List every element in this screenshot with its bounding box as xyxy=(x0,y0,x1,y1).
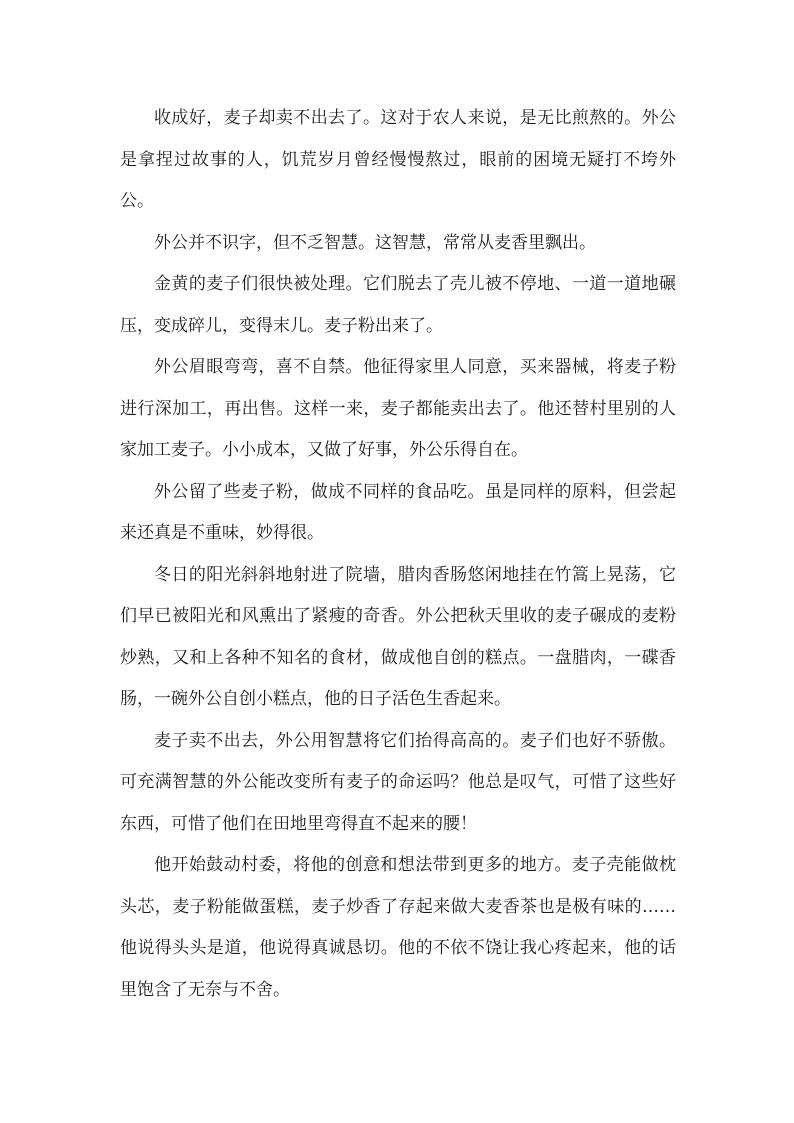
document-body xyxy=(120,98,676,1011)
paragraph-4: 外公眉眼弯弯，喜不自禁。他征得家里人同意，买来器械，将麦子粉进行深加工，再出售。这样一来，麦子都能卖出去了。他还替村里别的人家加工麦子。小小成本，又做了好事，外公乐得自在。 xyxy=(120,357,676,460)
paragraph-8: 他开始鼓动村委，将他的创意和想法带到更多的地方。麦子壳能做枕头芯，麦子粉能做蛋糕，麦子炒香了存起来做大麦香茶也是极有味的……他说得头头是道，他说得真诚恳切。他的不依不饶让我心疼起来，他的话里饱含了无奈与不舍。 xyxy=(120,855,676,1000)
paragraph-3: 金黄的麦子们很快被处理。它们脱去了壳儿被不停地、一道一道地碾压，变成碎儿，变得末儿。麦子粉出来了。 xyxy=(120,274,676,336)
paragraph-5: 外公留了些麦子粉，做成不同样的食品吃。虽是同样的原料，但尝起来还真是不重味，妙得很。 xyxy=(120,481,676,543)
paragraph-7: 麦子卖不出去，外公用智慧将它们抬得高高的。麦子们也好不骄傲。可充满智慧的外公能改变所有麦子的命运吗？他总是叹气，可惜了这些好东西，可惜了他们在田地里弯得直不起来的腰！ xyxy=(120,730,676,834)
paragraph-6: 冬日的阳光斜斜地射进了院墙，腊肉香肠悠闲地挂在竹篙上晃荡，它们早已被阳光和风熏出了紧瘦的奇香。外公把秋天里收的麦子碾成的麦粉炒熟，又和上各种不知名的食材，做成他自创的糕点。一盘腊肉，一碟香肠，一碗外公自创小糕点，他的日子活色生香起来。 xyxy=(120,564,676,709)
paragraph-2: 外公并不识字，但不乏智慧。这智慧，常常从麦香里飘出。 xyxy=(154,232,596,253)
paragraph-1: 收成好，麦子却卖不出去了。这对于农人来说，是无比煎熬的。外公是拿捏过故事的人，饥荒岁月曾经慢慢熬过，眼前的困境无疑打不垮外公。 xyxy=(120,108,676,211)
